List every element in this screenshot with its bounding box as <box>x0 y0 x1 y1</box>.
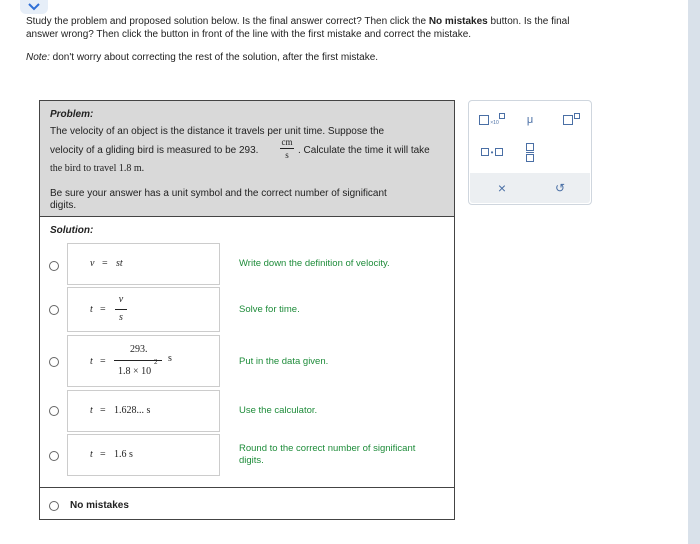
problem-solution-panel <box>39 100 455 520</box>
problem-line: digits. <box>50 200 77 211</box>
step-1-explanation: Write down the definition of velocity. <box>239 258 390 269</box>
scientific-notation-button[interactable]: ×10 <box>477 111 507 129</box>
step-3-explanation: Put in the data given. <box>239 356 329 367</box>
instructions: Study the problem and proposed solution below. Is the final answer correct? Then click the No mistakes button. Is the final answer wrong? Then click the button in front of the line with the first mistake and correct the mistake. <box>26 16 570 40</box>
box-icon <box>481 148 489 156</box>
exponent-box-icon <box>499 113 505 119</box>
no-mistakes-radio[interactable] <box>49 501 59 511</box>
step-4-radio[interactable] <box>49 406 59 416</box>
step-1-math[interactable]: v = st <box>67 243 220 285</box>
multiply-dot-button[interactable] <box>477 143 507 161</box>
toolbox-actions <box>470 173 590 203</box>
step-5-math[interactable]: t = 1.6 s <box>67 434 220 476</box>
step-1-radio[interactable] <box>49 261 59 271</box>
problem-line: The velocity of an object is the distance it travels per unit time. Suppose the <box>50 126 385 137</box>
numerator-box-icon <box>526 143 534 151</box>
dot-icon: • <box>490 147 494 157</box>
undo-icon: ↺ <box>554 181 566 195</box>
step-2-explanation: Solve for time. <box>239 304 300 315</box>
box-icon <box>495 148 503 156</box>
undo-button[interactable] <box>550 179 570 197</box>
no-mistakes-reference: No mistakes <box>428 16 488 27</box>
note: Note: don't worry about correcting the rest of the solution, after the first mistake. <box>26 52 379 63</box>
solution-title: Solution: <box>50 225 94 236</box>
problem-box <box>40 101 454 217</box>
problem-line: velocity of a gliding bird is measured to be 293. <box>50 145 259 156</box>
chevron-down-icon <box>28 3 40 11</box>
fraction-bar-icon <box>526 152 534 153</box>
step-2-radio[interactable] <box>49 305 59 315</box>
exponent-box-icon <box>574 113 580 119</box>
fraction-button[interactable] <box>519 141 541 163</box>
problem-line: . Calculate the time it will take <box>298 145 430 156</box>
box-icon <box>563 115 573 125</box>
step-4-explanation: Use the calculator. <box>239 405 318 416</box>
box-icon <box>479 115 489 125</box>
problem-line: the bird to travel 1.8 m. <box>50 163 145 174</box>
step-5-explanation: Round to the correct number of significant digits. <box>239 443 416 466</box>
divider <box>40 487 454 488</box>
exponent-button[interactable] <box>559 111 583 129</box>
mu-button[interactable]: μ <box>526 114 534 126</box>
math-toolbox <box>468 100 592 205</box>
step-3-radio[interactable] <box>49 357 59 367</box>
collapse-toggle[interactable] <box>20 0 48 14</box>
step-4-math[interactable]: t = 1.628... s <box>67 390 220 432</box>
denominator-box-icon <box>526 154 534 162</box>
clear-button[interactable] <box>492 179 512 197</box>
problem-line: Be sure your answer has a unit symbol and the correct number of significant <box>50 188 387 199</box>
scrollbar-track[interactable] <box>688 0 700 544</box>
velocity-unit: cm s <box>281 137 293 160</box>
problem-title: Problem: <box>50 109 94 120</box>
step-5-radio[interactable] <box>49 451 59 461</box>
step-3-math[interactable]: t = 293. 1.8 × 10 2 s <box>67 335 220 387</box>
close-icon: × <box>497 180 507 196</box>
no-mistakes-label[interactable]: No mistakes <box>70 500 129 511</box>
step-2-math[interactable]: t = v s <box>67 287 220 332</box>
